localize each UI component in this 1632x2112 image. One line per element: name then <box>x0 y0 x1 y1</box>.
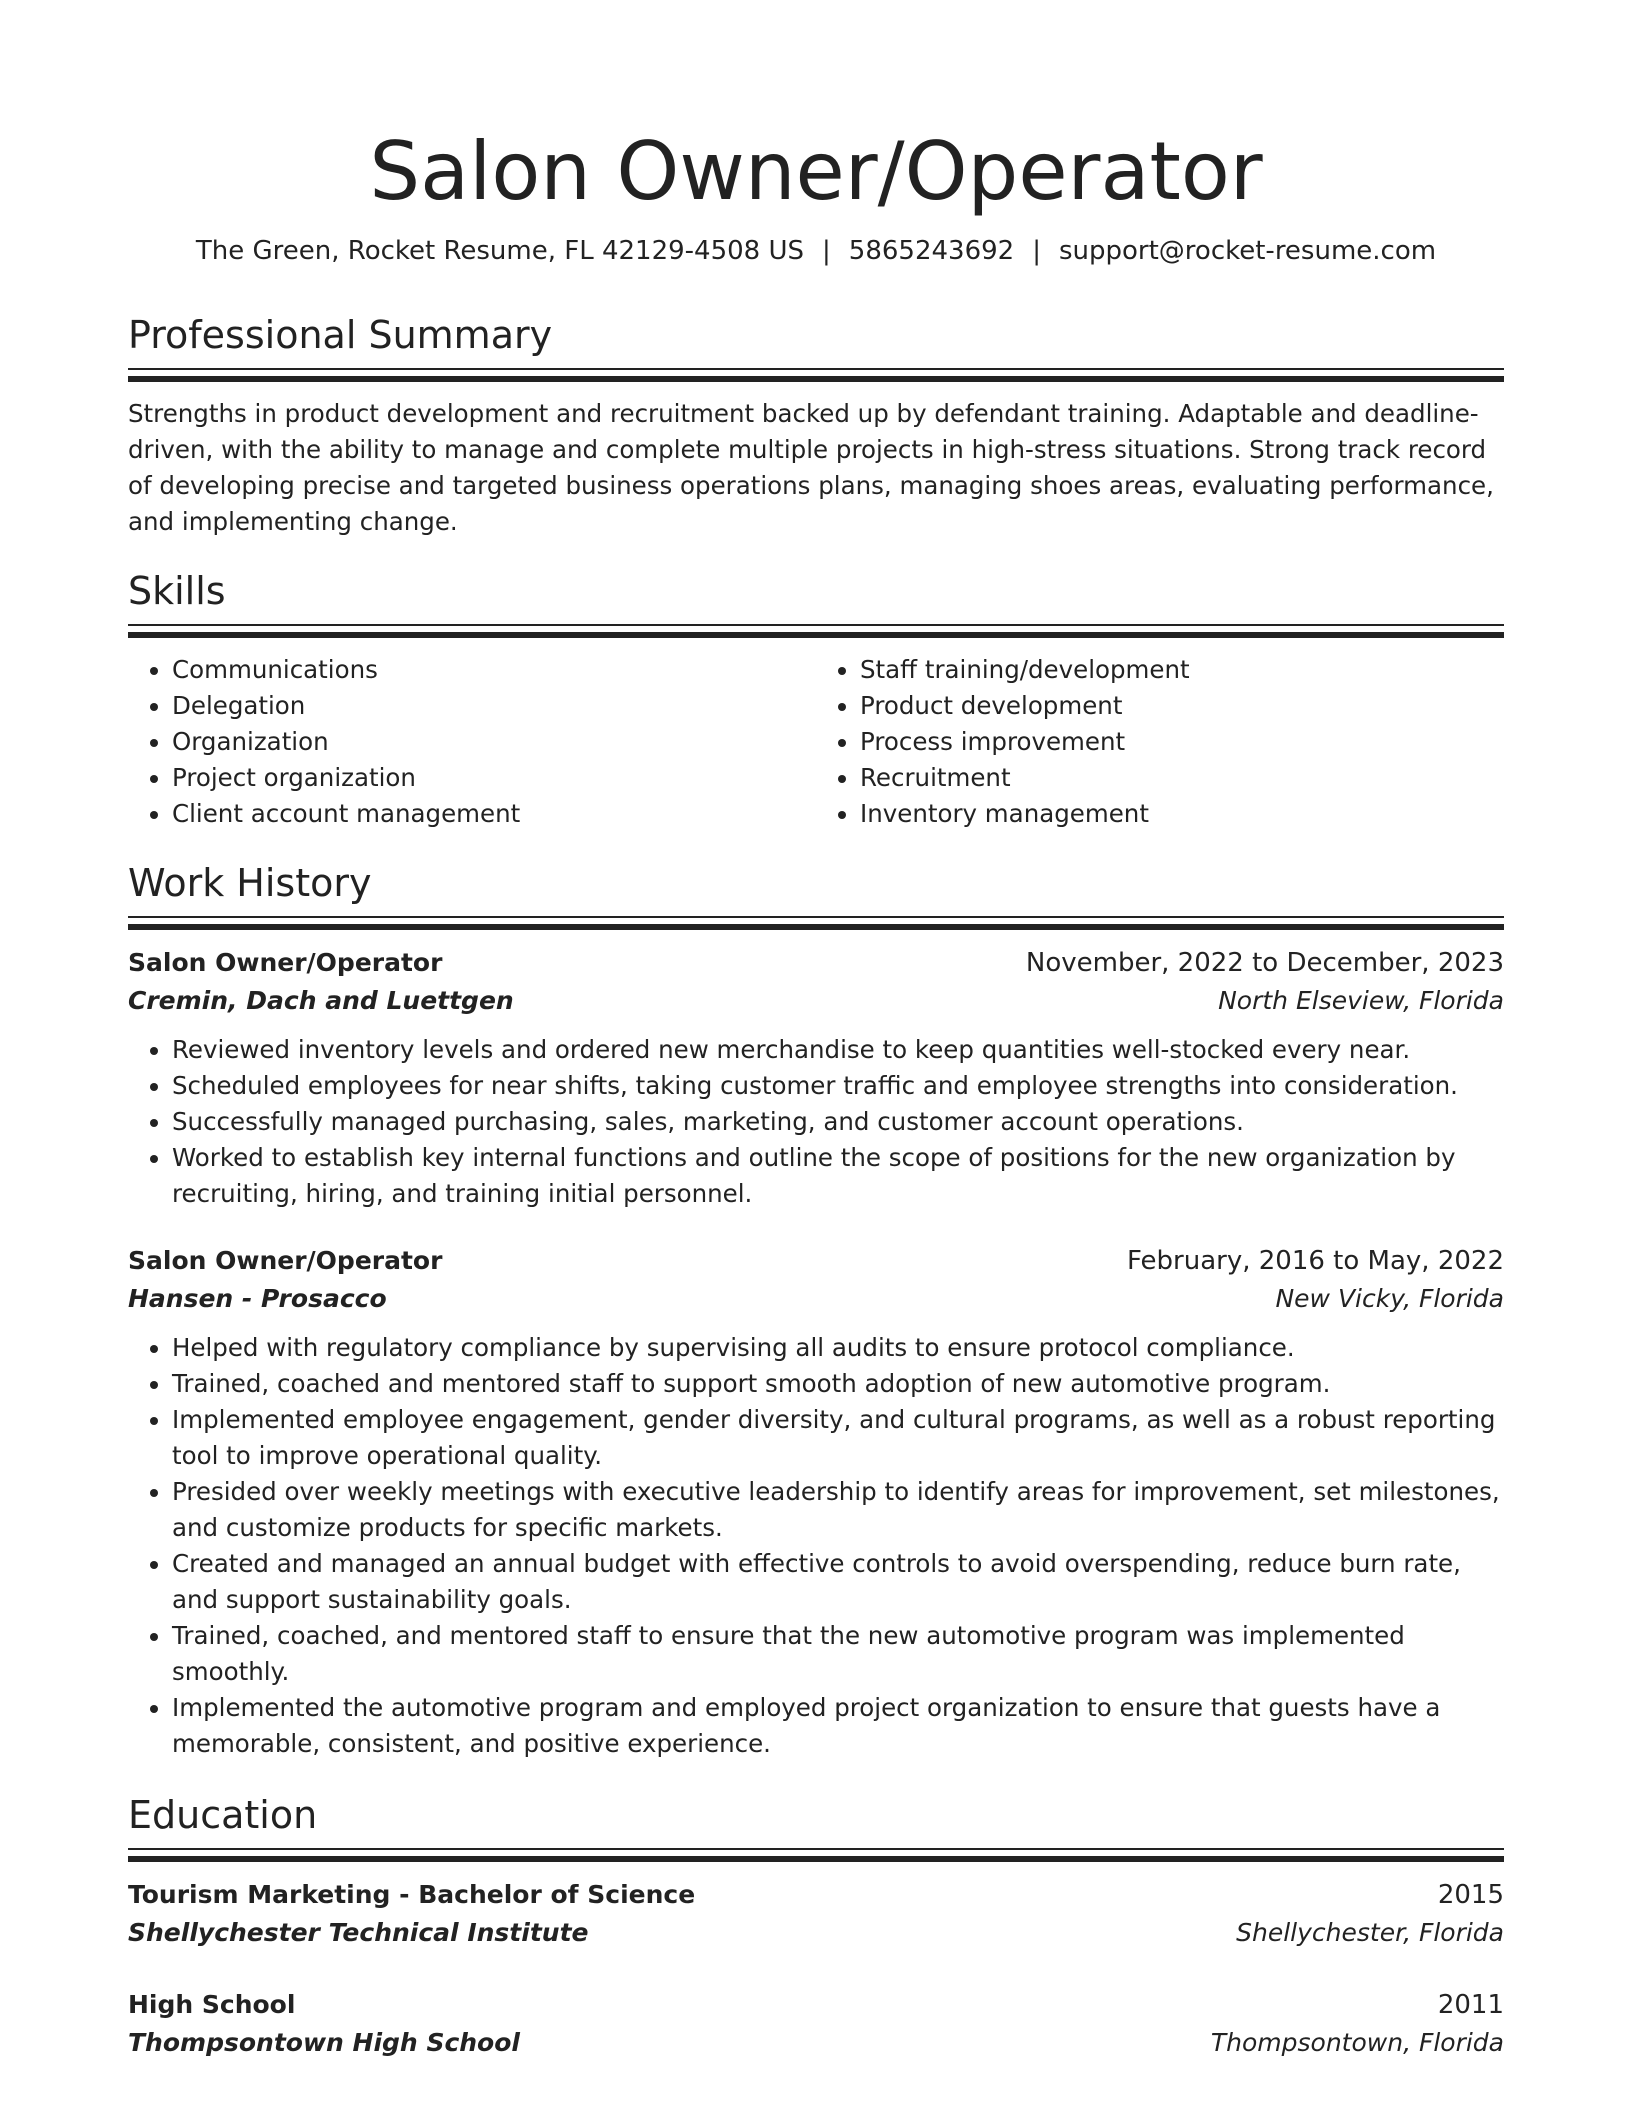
job-bullet: • Created and managed an annual budget with effective controls to avoid overspending, reduce burn rate, and support sustainability goals. <box>172 1546 1504 1618</box>
education-year: 2015 <box>1437 1880 1504 1910</box>
skill-item: • Delegation <box>172 688 816 724</box>
summary-text: Strengths in product development and recruitment backed up by defendant training. Adaptable and deadline-driven, with the ability to manage and complete multiple projects in high-stress situations. Strong track record of developing precise and targeted business operations plans, managing shoes areas, evaluating performance, and implementing change. <box>128 399 1494 536</box>
section-divider <box>128 624 1504 638</box>
job-bullets <box>128 1032 1504 1212</box>
phone: 5865243692 <box>848 236 1015 266</box>
education-location: Shellychester, Florida <box>1236 1918 1504 1947</box>
job-header <box>128 1242 1504 1280</box>
section-title-work: Work History <box>128 861 372 905</box>
education-school: Shellychester Technical Institute <box>128 1918 589 1947</box>
education-entry <box>128 1986 1504 2062</box>
contact-separator: | <box>1032 236 1041 266</box>
job-employer: Hansen - Prosacco <box>128 1284 387 1313</box>
section-divider <box>128 368 1504 382</box>
address: The Green, Rocket Resume, FL 42129-4508 US <box>195 236 805 266</box>
job-bullet: • Implemented the automotive program and employed project organization to ensure that guests have a memorable, consistent, and positive experience. <box>172 1690 1504 1762</box>
job-bullet: • Trained, coached, and mentored staff to ensure that the new automotive program was implemented smoothly. <box>172 1618 1504 1690</box>
skill-item: • Product development <box>860 688 1504 724</box>
education-location: Thompsontown, Florida <box>1210 2028 1504 2057</box>
job-title: Salon Owner/Operator <box>128 1246 443 1275</box>
skill-item: • Staff training/development <box>860 652 1504 688</box>
contact-separator: | <box>822 236 831 266</box>
job-title: Salon Owner/Operator <box>128 948 443 977</box>
job-subheader <box>128 982 1504 1020</box>
job-bullet: • Scheduled employees for near shifts, taking customer traffic and employee strengths into consideration. <box>172 1068 1504 1104</box>
job-bullet: • Trained, coached and mentored staff to support smooth adoption of new automotive program. <box>172 1366 1504 1402</box>
skills-columns <box>128 652 1504 832</box>
contact-line <box>128 234 1504 268</box>
job-location: New Vicky, Florida <box>1275 1284 1504 1313</box>
education-header <box>128 1986 1504 2024</box>
resume-page <box>128 0 1504 2062</box>
skills-list-right <box>816 652 1504 832</box>
education-subheader <box>128 1914 1504 1952</box>
education-school: Thompsontown High School <box>128 2028 520 2057</box>
section-divider <box>128 1848 1504 1862</box>
skill-item: • Organization <box>172 724 816 760</box>
education-degree: High School <box>128 1990 296 2019</box>
education-subheader <box>128 2024 1504 2062</box>
education-entry <box>128 1876 1504 1952</box>
job-bullet: • Implemented employee engagement, gender diversity, and cultural programs, as well as a robust reporting tool to improve operational quality. <box>172 1402 1504 1474</box>
skill-item: • Recruitment <box>860 760 1504 796</box>
skill-item: • Project organization <box>172 760 816 796</box>
work-section <box>128 860 1504 1762</box>
job-entry <box>128 1242 1504 1762</box>
skill-item: • Process improvement <box>860 724 1504 760</box>
job-bullet: • Worked to establish key internal functions and outline the scope of positions for the new organization by recruiting, hiring, and training initial personnel. <box>172 1140 1504 1212</box>
job-dates: November, 2022 to December, 2023 <box>1025 948 1504 978</box>
job-header <box>128 944 1504 982</box>
education-year: 2011 <box>1437 1990 1504 2020</box>
section-title-summary: Professional Summary <box>128 313 553 357</box>
job-bullet: • Successfully managed purchasing, sales, marketing, and customer account operations. <box>172 1104 1504 1140</box>
job-subheader <box>128 1280 1504 1318</box>
job-location: North Elseview, Florida <box>1218 986 1504 1015</box>
summary-section <box>128 312 1504 540</box>
section-title-skills: Skills <box>128 569 226 613</box>
job-bullet: • Reviewed inventory levels and ordered new merchandise to keep quantities well-stocked every near. <box>172 1032 1504 1068</box>
skill-item: • Communications <box>172 652 816 688</box>
skills-section <box>128 568 1504 832</box>
email-link[interactable]: support@rocket-resume.com <box>1058 236 1437 266</box>
section-divider <box>128 916 1504 930</box>
job-employer: Cremin, Dach and Luettgen <box>128 986 514 1015</box>
job-bullet: • Presided over weekly meetings with executive leadership to identify areas for improvement, set milestones, and customize products for specific markets. <box>172 1474 1504 1546</box>
job-bullet: • Helped with regulatory compliance by supervising all audits to ensure protocol compliance. <box>172 1330 1504 1366</box>
section-title-education: Education <box>128 1793 318 1837</box>
job-dates: February, 2016 to May, 2022 <box>1127 1246 1504 1276</box>
education-section <box>128 1792 1504 2062</box>
skill-item: • Client account management <box>172 796 816 832</box>
education-header <box>128 1876 1504 1914</box>
job-bullets <box>128 1330 1504 1762</box>
education-degree: Tourism Marketing - Bachelor of Science <box>128 1880 696 1909</box>
skill-item: • Inventory management <box>860 796 1504 832</box>
skills-list-left <box>128 652 816 832</box>
job-entry <box>128 944 1504 1212</box>
resume-name: Salon Owner/Operator <box>369 125 1263 218</box>
